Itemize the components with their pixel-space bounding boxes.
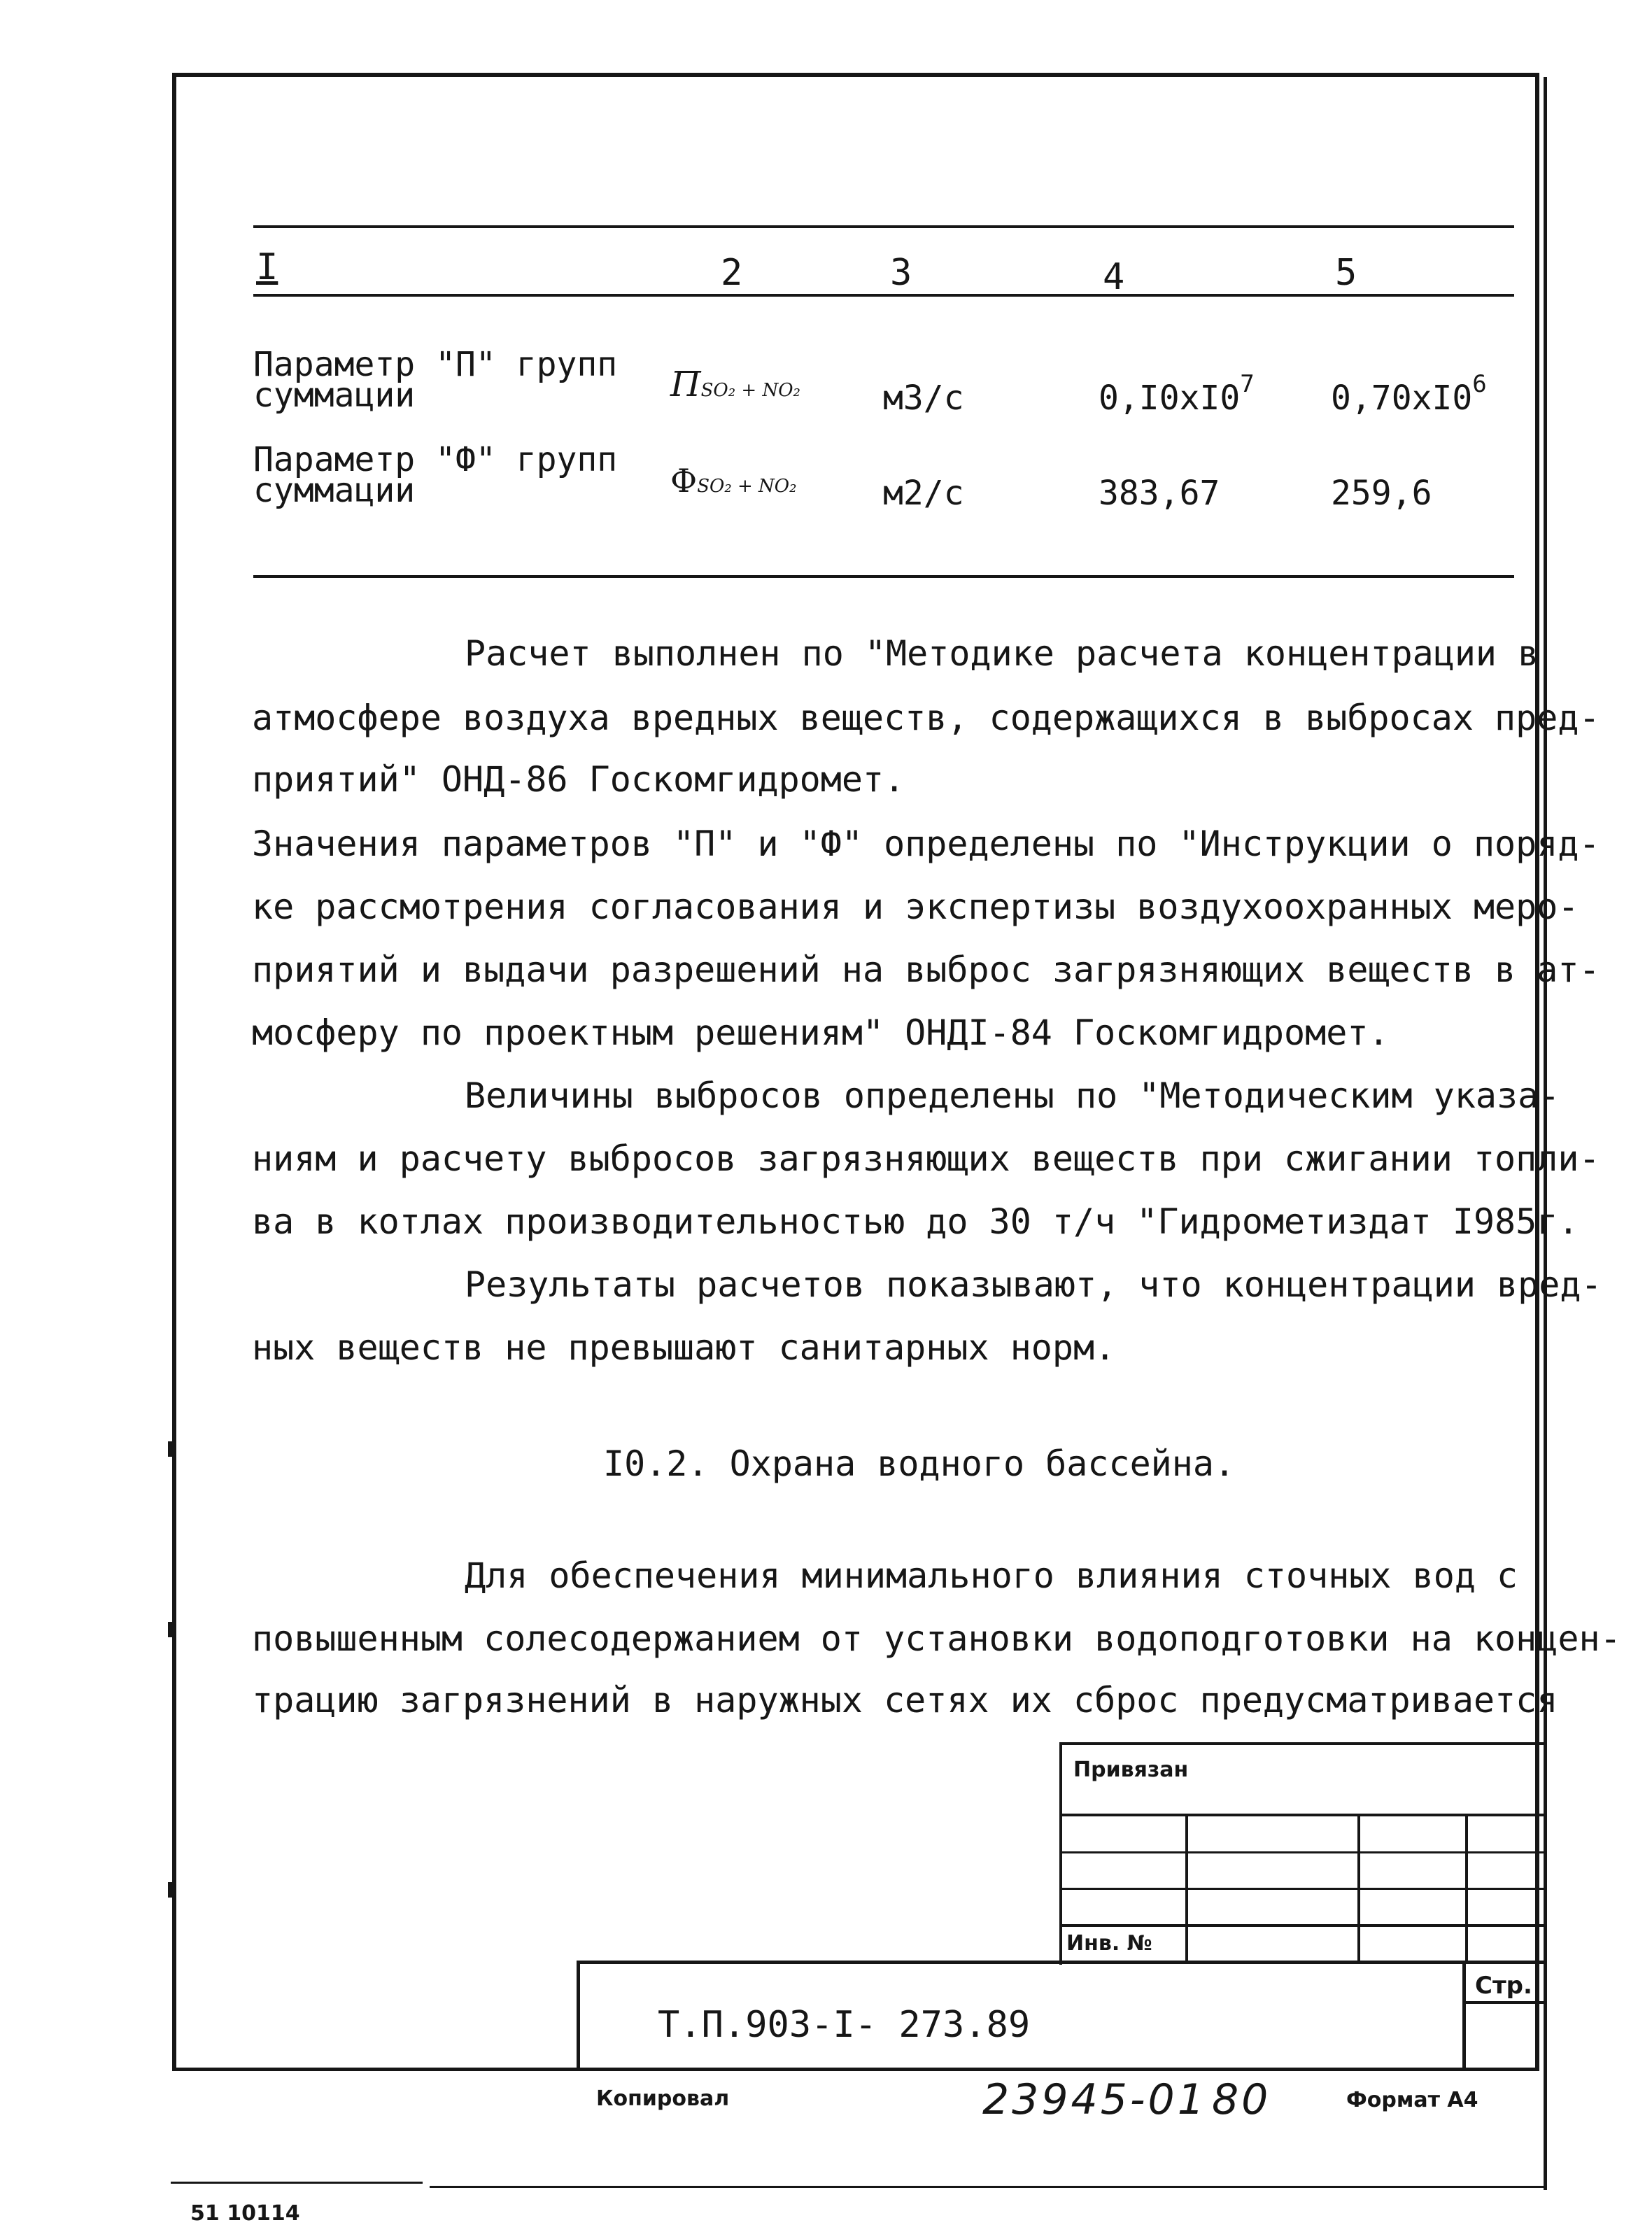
footer-format-label: Формат А4 [1346, 2088, 1478, 2112]
table-row-1-value-4 [1099, 370, 1255, 418]
paragraph-line: Значения параметров "П" и "Ф" определены по "Инструкции о поряд- [252, 824, 1600, 864]
section-title: I0.2. Охрана водного бассейна. [603, 1443, 1236, 1484]
value-5-exponent: 6 [1472, 370, 1487, 398]
margin-tick [168, 1622, 174, 1637]
table-row-1-param-line2: суммации [253, 376, 416, 415]
value-5-base: 0,70xI0 [1331, 379, 1473, 418]
paragraph-line: мосферу по проектным решениям" ОНДI-84 Госкомгидромет. [252, 1012, 1390, 1053]
footer-page-number: 80 [1212, 2075, 1271, 2124]
phi-symbol: Ф [670, 462, 698, 500]
paragraph-line: Расчет выполнен по "Методике расчета концентрации в [465, 633, 1539, 674]
margin-tick [168, 1441, 174, 1457]
table-bottom-rule [253, 575, 1514, 578]
paragraph-line: ке рассмотрения согласования и экспертизы воздухоохранных меро- [252, 887, 1579, 927]
table-row-2-param-line2: суммации [253, 471, 416, 510]
water-paragraph-line: повышенным солесодержанием от установки водоподготовки на концен- [252, 1618, 1621, 1659]
table-col-header-1: I [256, 246, 278, 288]
sheet-code: 51 10114 [190, 2201, 300, 2226]
pi-symbol-subscript: SO₂ + NO₂ [700, 380, 800, 401]
bottom-trim-line-left [171, 2182, 423, 2184]
phi-symbol-subscript: SO₂ + NO₂ [697, 476, 797, 497]
table-row-2-value-5: 259,6 [1331, 474, 1432, 513]
stamp-page-label: Стр. [1475, 1972, 1532, 2000]
table-row-1-symbol [670, 364, 800, 404]
stamp-privyazan-label: Привязан [1073, 1758, 1189, 1782]
paragraph-line: приятий и выдачи разрешений на выброс загрязняющих веществ в ат- [252, 949, 1600, 990]
paragraph-line: Величины выбросов определены по "Методическим указа- [465, 1075, 1560, 1116]
table-col-header-4: 4 [1103, 256, 1125, 298]
table-row-1-param-line1: Параметр "П" групп [253, 345, 618, 384]
table-top-rule [253, 225, 1514, 228]
value-4-exponent: 7 [1240, 370, 1255, 398]
table-row-2-param-line1: Параметр "Ф" групп [253, 440, 618, 479]
table-header-rule [253, 294, 1514, 297]
water-paragraph-line: Для обеспечения минимального влияния сточных вод с [465, 1555, 1518, 1596]
bottom-trim-line-right [430, 2186, 1546, 2188]
footer-handwritten-number: 23945-01 [982, 2075, 1207, 2124]
table-row-2-value-4: 383,67 [1099, 474, 1220, 513]
table-col-header-5: 5 [1335, 252, 1357, 294]
paragraph-line: ва в котлах производительностью до 30 т/ч "Гидрометиздат I985г. [252, 1201, 1579, 1242]
value-4-base: 0,I0xI0 [1099, 379, 1241, 418]
paragraph-line: ных веществ не превышают санитарных норм. [252, 1327, 1116, 1368]
stamp-inv-no-label: Инв. № [1066, 1931, 1152, 1956]
paragraph-line: атмосфере воздуха вредных веществ, содержащихся в выбросах пред- [252, 698, 1600, 738]
footer-kopiroval: Копировал [596, 2086, 730, 2111]
margin-tick [168, 1882, 174, 1898]
table-row-2-unit: м2/с [883, 474, 964, 513]
table-row-2-symbol [670, 462, 797, 500]
pi-symbol: Π [670, 364, 701, 404]
table-col-header-2: 2 [721, 252, 743, 294]
water-paragraph-line: трацию загрязнений в наружных сетях их сброс предусматривается [252, 1680, 1558, 1721]
paragraph-line: ниям и расчету выбросов загрязняющих веществ при сжигании топли- [252, 1138, 1600, 1179]
table-row-1-unit: м3/с [883, 379, 964, 418]
paragraph-line: приятий" ОНД-86 Госкомгидромет. [252, 759, 905, 800]
paragraph-line: Результаты расчетов показывают, что концентрации вред- [465, 1264, 1602, 1305]
table-col-header-3: 3 [890, 252, 912, 294]
table-row-1-value-5 [1331, 370, 1487, 418]
stamp-doc-code: Т.П.903-I- 273.89 [658, 2004, 1031, 2046]
